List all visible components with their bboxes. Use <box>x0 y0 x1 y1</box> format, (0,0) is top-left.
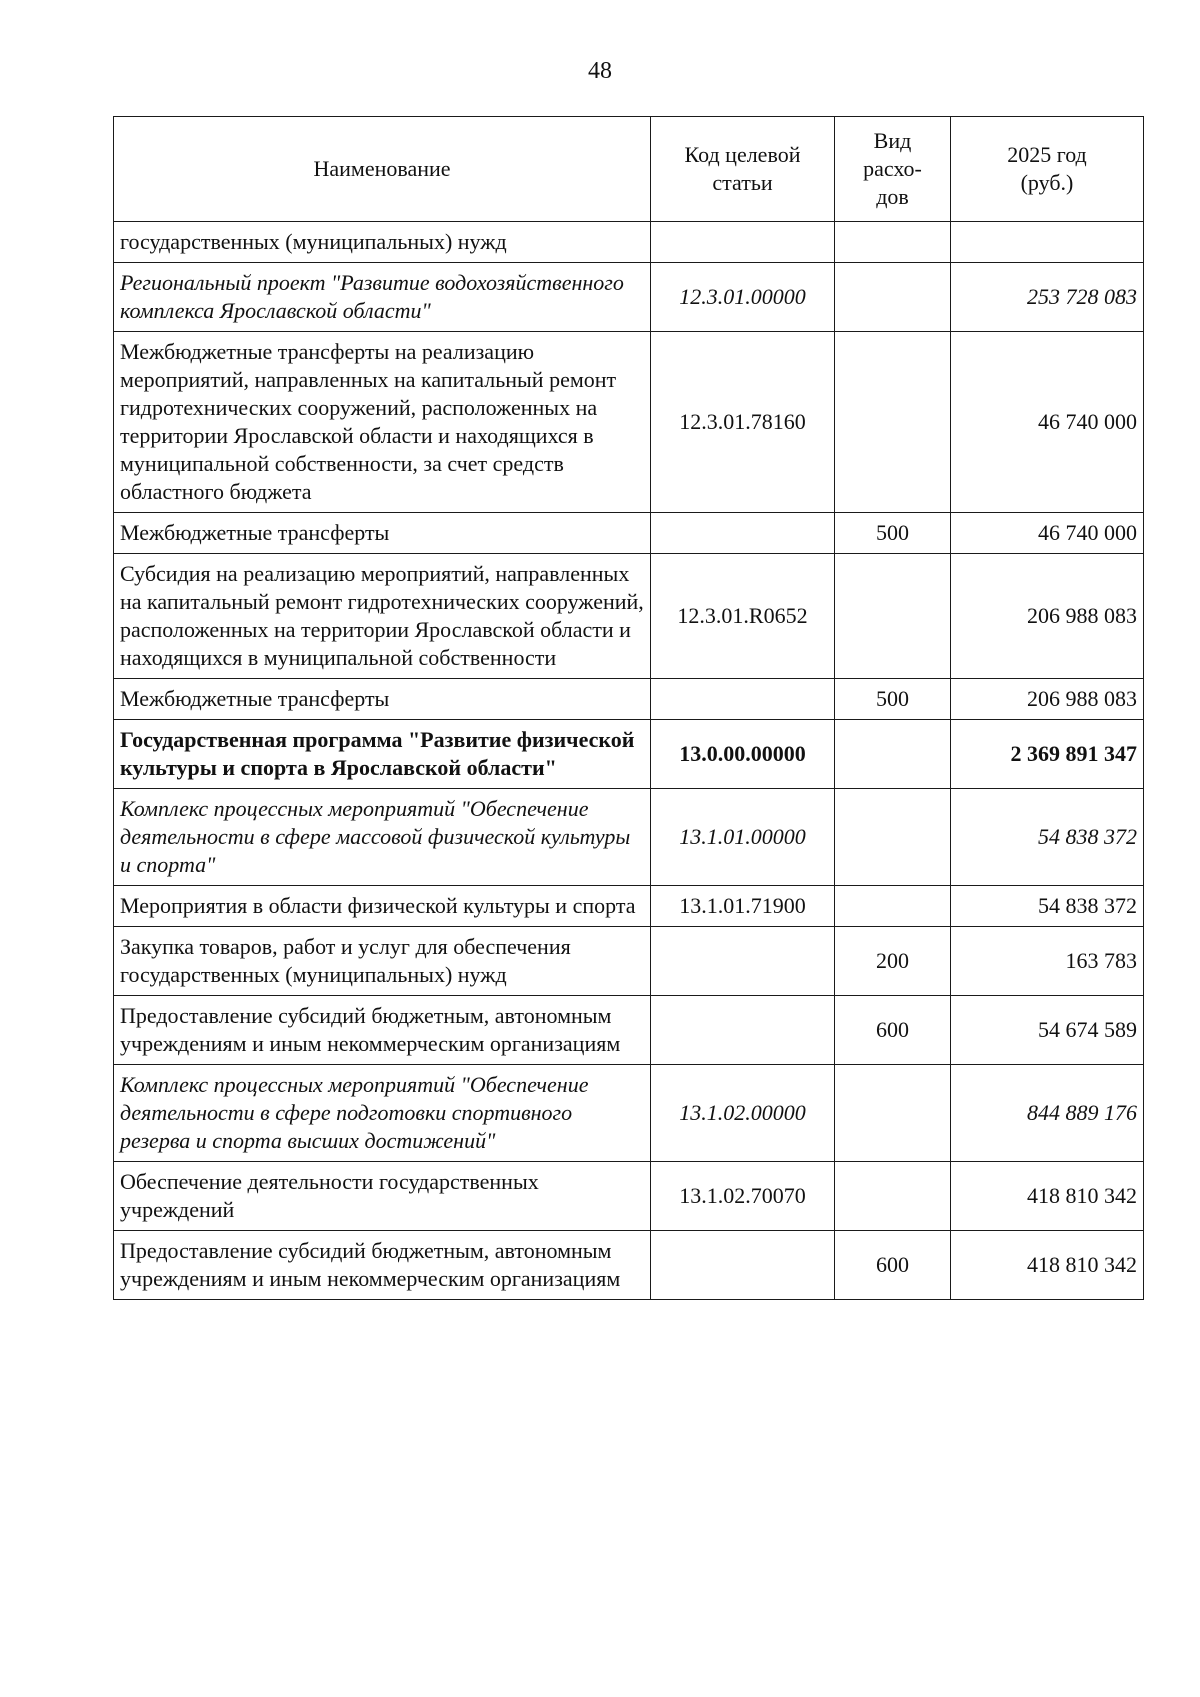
row-code: 13.1.01.71900 <box>651 886 835 927</box>
row-type <box>835 263 951 332</box>
row-type: 500 <box>835 679 951 720</box>
table-row <box>114 996 1144 1065</box>
row-name: Региональный проект "Развитие водохозяйственного комплекса Ярославской области" <box>114 263 651 332</box>
row-name: Закупка товаров, работ и услуг для обеспечения государственных (муниципальных) нужд <box>114 927 651 996</box>
row-name: Межбюджетные трансферты <box>114 679 651 720</box>
row-name: Мероприятия в области физической культуры и спорта <box>114 886 651 927</box>
row-name: Межбюджетные трансферты <box>114 513 651 554</box>
row-type <box>835 789 951 886</box>
row-sum <box>951 222 1144 263</box>
table-row <box>114 222 1144 263</box>
row-sum: 46 740 000 <box>951 332 1144 513</box>
row-type <box>835 332 951 513</box>
table-row <box>114 1231 1144 1300</box>
row-code: 13.0.00.00000 <box>651 720 835 789</box>
page-number: 48 <box>588 58 612 84</box>
row-sum: 54 674 589 <box>951 996 1144 1065</box>
row-code: 13.1.01.00000 <box>651 789 835 886</box>
row-code <box>651 513 835 554</box>
table-row <box>114 720 1144 789</box>
row-code <box>651 1231 835 1300</box>
row-sum: 206 988 083 <box>951 554 1144 679</box>
table-header-row <box>114 117 1144 222</box>
row-code: 12.3.01.R0652 <box>651 554 835 679</box>
header-name: Наименование <box>114 117 651 222</box>
row-type <box>835 886 951 927</box>
row-name: Межбюджетные трансферты на реализацию мероприятий, направленных на капитальный ремонт гидротехнических сооружений, расположенных на территории Ярославской области и находящихся в муниципальной собственности, за счет средств областного бюджета <box>114 332 651 513</box>
table-row <box>114 554 1144 679</box>
row-name: Предоставление субсидий бюджетным, автономным учреждениям и иным некоммерческим организациям <box>114 996 651 1065</box>
row-name: Субсидия на реализацию мероприятий, направленных на капитальный ремонт гидротехнических сооружений, расположенных на территории Ярославской области и находящихся в муниципальной собственности <box>114 554 651 679</box>
table-row <box>114 332 1144 513</box>
row-type <box>835 554 951 679</box>
row-sum: 418 810 342 <box>951 1162 1144 1231</box>
row-sum: 844 889 176 <box>951 1065 1144 1162</box>
row-type: 600 <box>835 1231 951 1300</box>
header-code: Код целевой статьи <box>651 117 835 222</box>
row-name: Комплекс процессных мероприятий "Обеспечение деятельности в сфере подготовки спортивного резерва и спорта высших достижений" <box>114 1065 651 1162</box>
row-type: 500 <box>835 513 951 554</box>
row-type: 200 <box>835 927 951 996</box>
table-row <box>114 513 1144 554</box>
table-row <box>114 263 1144 332</box>
row-type <box>835 1162 951 1231</box>
row-name: Предоставление субсидий бюджетным, автономным учреждениям и иным некоммерческим организациям <box>114 1231 651 1300</box>
row-code <box>651 996 835 1065</box>
row-code <box>651 927 835 996</box>
table-row <box>114 679 1144 720</box>
row-name: Государственная программа "Развитие физической культуры и спорта в Ярославской области" <box>114 720 651 789</box>
row-name: Комплекс процессных мероприятий "Обеспечение деятельности в сфере массовой физической культуры и спорта" <box>114 789 651 886</box>
row-type <box>835 720 951 789</box>
table-row <box>114 886 1144 927</box>
row-code <box>651 679 835 720</box>
row-sum: 46 740 000 <box>951 513 1144 554</box>
row-name: Обеспечение деятельности государственных учреждений <box>114 1162 651 1231</box>
row-sum: 54 838 372 <box>951 886 1144 927</box>
row-sum: 2 369 891 347 <box>951 720 1144 789</box>
row-sum: 206 988 083 <box>951 679 1144 720</box>
table-row <box>114 1065 1144 1162</box>
header-type: Вид расхо-дов <box>835 117 951 222</box>
row-type: 600 <box>835 996 951 1065</box>
row-code: 13.1.02.00000 <box>651 1065 835 1162</box>
row-type <box>835 1065 951 1162</box>
budget-table <box>113 116 1144 1300</box>
row-code: 12.3.01.00000 <box>651 263 835 332</box>
row-sum: 54 838 372 <box>951 789 1144 886</box>
header-sum: 2025 год (руб.) <box>951 117 1144 222</box>
row-code: 13.1.02.70070 <box>651 1162 835 1231</box>
table-row <box>114 927 1144 996</box>
table-row <box>114 1162 1144 1231</box>
row-sum: 253 728 083 <box>951 263 1144 332</box>
row-code: 12.3.01.78160 <box>651 332 835 513</box>
row-sum: 163 783 <box>951 927 1144 996</box>
row-sum: 418 810 342 <box>951 1231 1144 1300</box>
row-type <box>835 222 951 263</box>
row-name: государственных (муниципальных) нужд <box>114 222 651 263</box>
table-row <box>114 789 1144 886</box>
row-code <box>651 222 835 263</box>
